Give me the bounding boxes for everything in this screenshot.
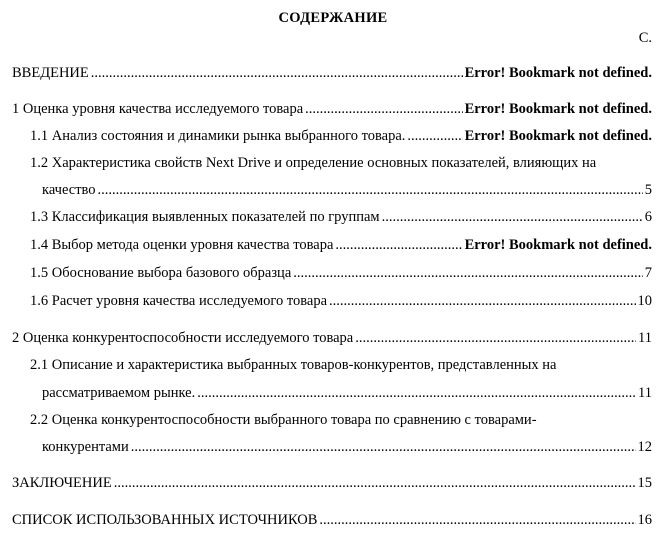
toc-entry-section-2-2-line1[interactable]: 2.2 Оценка конкурентоспособности выбранного товара по сравнению с товарами-	[30, 412, 537, 428]
toc-leader-dots	[114, 474, 636, 492]
toc-entry-section-1-2-line1[interactable]: 1.2 Характеристика свойств Next Drive и определение основных показателей, влияющих на	[30, 155, 597, 171]
toc-entry-page: Error! Bookmark not defined.	[464, 101, 652, 117]
toc-entry-text: 1.5 Обоснование выбора базового образца	[30, 265, 292, 281]
toc-title: СОДЕРЖАНИЕ	[278, 10, 388, 26]
toc-entry-page: 11	[638, 385, 652, 401]
toc-entry-page: Error! Bookmark not defined.	[464, 128, 652, 144]
toc-entry-section-1[interactable]	[12, 100, 652, 118]
toc-entry-page: 6	[644, 209, 652, 225]
toc-entry-references[interactable]	[12, 511, 652, 529]
toc-entry-section-2-1-line1[interactable]: 2.1 Описание и характеристика выбранных товаров-конкурентов, представленных на	[30, 357, 557, 373]
toc-entry-page: 12	[637, 439, 652, 455]
toc-entry-text: качество	[42, 182, 96, 198]
toc-entry-section-1-1[interactable]	[30, 127, 652, 145]
toc-entry-text: 2 Оценка конкурентоспособности исследуемого товара	[12, 330, 354, 346]
toc-entry-page: 7	[644, 265, 652, 281]
toc-entry-page: 16	[637, 512, 652, 528]
toc-entry-text: СПИСОК ИСПОЛЬЗОВАННЫХ ИСТОЧНИКОВ	[12, 512, 318, 528]
toc-entry-section-2-1[interactable]	[42, 384, 652, 402]
toc-leader-dots	[98, 181, 643, 199]
toc-entry-text: 1.3 Классификация выявленных показателей по группам	[30, 209, 380, 225]
toc-entry-page: 15	[637, 475, 652, 491]
toc-entry-page: 5	[644, 182, 652, 198]
toc-entry-text: ЗАКЛЮЧЕНИЕ	[12, 475, 112, 491]
toc-entry-text: 1.6 Расчет уровня качества исследуемого товара	[30, 293, 328, 309]
toc-leader-dots	[319, 511, 635, 529]
page-column-label: С.	[638, 30, 652, 46]
toc-leader-dots	[355, 329, 636, 347]
toc-entry-section-1-6[interactable]	[30, 292, 652, 310]
toc-entry-text: рассматриваемом рынке.	[42, 385, 196, 401]
toc-entry-text: конкурентами	[42, 439, 129, 455]
toc-entry-text: 1.1 Анализ состояния и динамики рынка выбранного товара.	[30, 128, 406, 144]
toc-leader-dots	[305, 100, 462, 118]
toc-leader-dots	[197, 384, 636, 402]
toc-entry-page: 11	[638, 330, 652, 346]
toc-leader-dots	[382, 208, 643, 226]
toc-entry-page: 10	[637, 293, 652, 309]
toc-entry-section-1-3[interactable]	[30, 208, 652, 226]
toc-entry-section-1-2[interactable]	[42, 181, 652, 199]
toc-entry-text: 1.4 Выбор метода оценки уровня качества товара	[30, 237, 334, 253]
toc-entry-page: Error! Bookmark not defined.	[464, 237, 652, 253]
toc-leader-dots	[329, 292, 635, 310]
toc-entry-section-1-4[interactable]	[30, 236, 652, 254]
toc-leader-dots	[407, 127, 462, 145]
toc-leader-dots	[335, 236, 462, 254]
toc-leader-dots	[131, 438, 636, 456]
toc-leader-dots	[91, 64, 463, 82]
toc-entry-text: ВВЕДЕНИЕ	[12, 65, 89, 81]
toc-entry-conclusion[interactable]	[12, 474, 652, 492]
toc-entry-section-1-5[interactable]	[30, 264, 652, 282]
toc-entry-introduction[interactable]	[12, 64, 652, 82]
toc-entry-section-2-2[interactable]	[42, 438, 652, 456]
toc-entry-section-2[interactable]	[12, 329, 652, 347]
toc-leader-dots	[293, 264, 642, 282]
toc-entry-page: Error! Bookmark not defined.	[464, 65, 652, 81]
toc-entry-text: 1 Оценка уровня качества исследуемого товара	[12, 101, 304, 117]
